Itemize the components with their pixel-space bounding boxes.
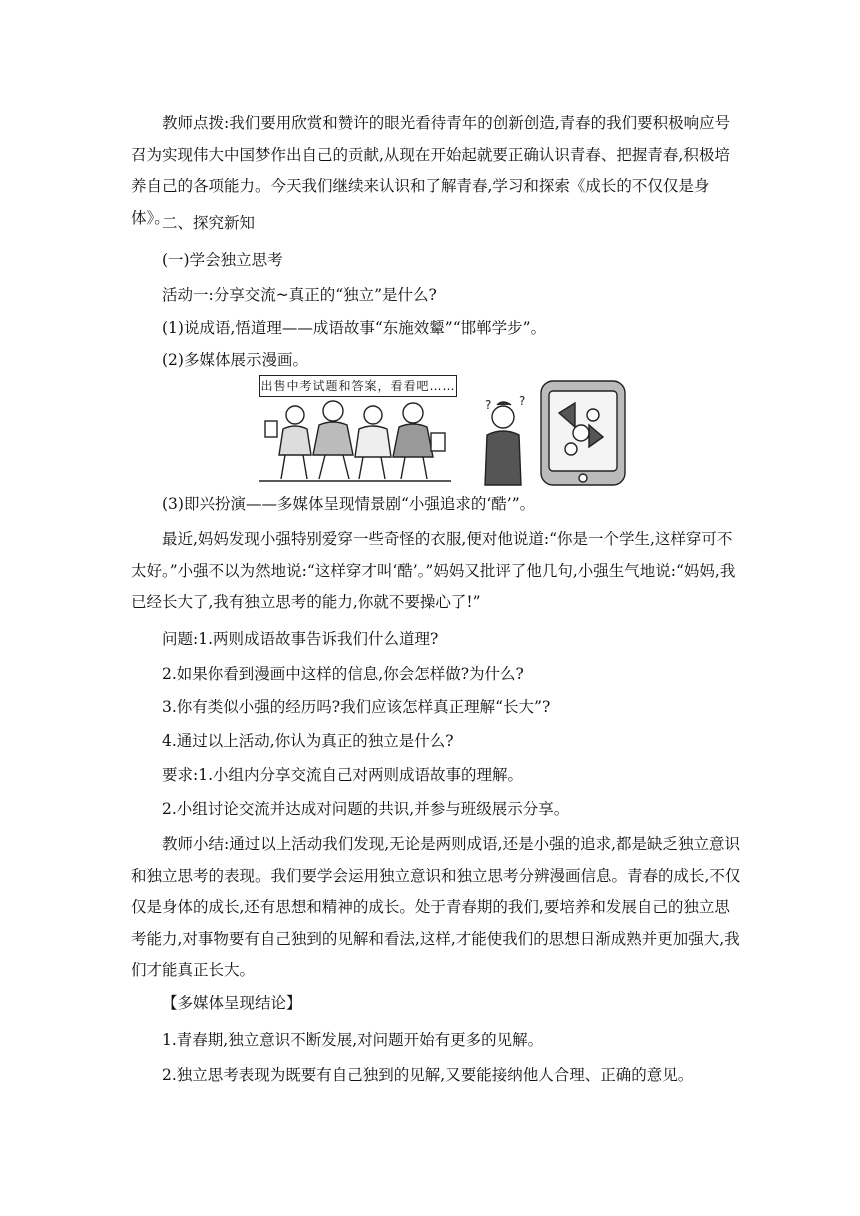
question-1: 问题:1.两则成语故事告诉我们什么道理?: [162, 630, 439, 648]
teacher-summary: 教师小结:通过以上活动我们发现,无论是两则成语,还是小强的追求,都是缺乏独立意识和独立思考的表现。我们要学会运用独立意识和独立思考分辨漫画信息。青春的成长,不仅仅是身体的成长,还有思想和精神的成长。处于青春期的我们,要培养和发展自己的独立思考能力,对事物要有自己独到的见解和看法,这样,才能使我们的思想日渐成熟并更加强大,我们才能真正长大。: [131, 835, 741, 979]
comic-sellers-image: [255, 373, 455, 489]
comic-caption: 出售中考试题和答案，看看吧……: [259, 375, 457, 397]
requirement-1: 要求:1.小组内分享交流自己对两则成语故事的理解。: [162, 766, 524, 784]
comic-phone-image: [481, 379, 631, 489]
question-4: 4.通过以上活动,你认为真正的独立是什么?: [162, 732, 454, 750]
question-3: 3.你有类似小强的经历吗?我们应该怎样真正理解“长大”?: [162, 698, 551, 716]
comic-phone-drawing: [481, 379, 631, 489]
item-3: (3)即兴扮演——多媒体呈现情景剧“小强追求的‘酷’”。: [162, 495, 536, 513]
comic-sellers-drawing: [255, 373, 455, 489]
conclusion-1: 1.青春期,独立意识不断发展,对问题开始有更多的见解。: [162, 1031, 544, 1049]
activity-title: 活动一:分享交流~真正的“独立”是什么?: [162, 286, 437, 304]
comic-illustrations: [255, 373, 635, 491]
section-heading: 二、探究新知: [162, 214, 256, 232]
intro-paragraph: 教师点拨:我们要用欣赏和赞许的眼光看待青年的创新创造,青春的我们要积极响应号召为实现伟大中国梦作出自己的贡献,从现在开始起就要正确认识青春、把握青春,积极培养自己的各项能力。今天我们继续来认识和了解青春,学习和探索《成长的不仅仅是身体》。: [131, 114, 731, 227]
conclusion-title: 【多媒体呈现结论】: [162, 994, 302, 1012]
question-2: 2.如果你看到漫画中这样的信息,你会怎样做?为什么?: [162, 665, 524, 683]
conclusion-2: 2.独立思考表现为既要有自己独到的见解,又要能接纳他人合理、正确的意见。: [162, 1066, 694, 1084]
story-paragraph: 最近,妈妈发现小强特别爱穿一些奇怪的衣服,便对他说道:“你是一个学生,这样穿可不太好。”小强不以为然地说:“这样穿才叫‘酷’。”妈妈又批评了他几句,小强生气地说:“妈妈,我已经长大了,我有独立思考的能力,你就不要操心了!”: [131, 530, 736, 611]
requirement-2: 2.小组讨论交流并达成对问题的共识,并参与班级展示分享。: [162, 800, 570, 818]
svg-text:?: ?: [485, 398, 492, 412]
item-2: (2)多媒体展示漫画。: [162, 351, 308, 369]
svg-text:?: ?: [519, 394, 526, 408]
item-1: (1)说成语,悟道理——成语故事“东施效颦”“邯郸学步”。: [162, 319, 547, 337]
subsection-heading: (一)学会独立思考: [162, 251, 283, 269]
